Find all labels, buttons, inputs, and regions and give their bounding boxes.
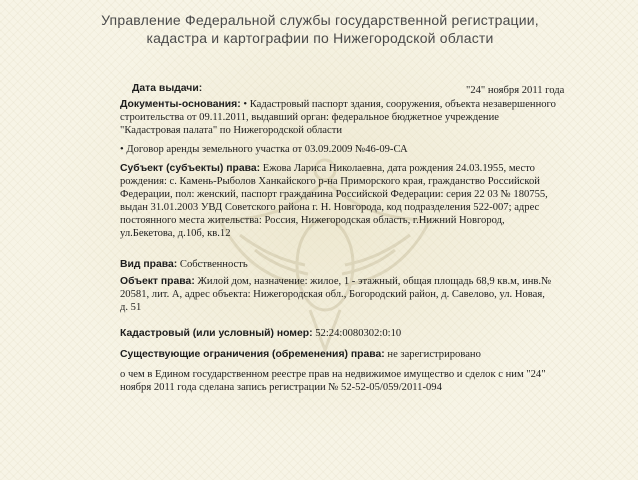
documents-text-1: • Кадастровый паспорт здания, сооружения, объекта незавершенного [240, 99, 556, 110]
issuing-authority-line-1: Управление Федеральной службы государственной регистрации, [101, 12, 539, 28]
subject-label: Субъект (субъекты) права: [120, 163, 261, 174]
registry-line-2: ноября 2011 года сделана запись регистрации № 52-52-05/059/2011-094 [120, 382, 442, 393]
right-type-value: Собственность [177, 259, 248, 270]
issuing-authority-line-2: кадастра и картографии по Нижегородской области [146, 30, 494, 46]
issue-date-value: "24" ноября 2011 года [466, 85, 565, 96]
right-type-line [120, 258, 248, 271]
restrictions-label: Существующие ограничения (обременения) права: [120, 349, 385, 360]
subject-line-5: постоянного места жительства: Россия, Нижегородская область, г.Нижний Новгород, [120, 215, 505, 226]
object-text-1: Жилой дом, назначение: жилое, 1 - этажный, общая площадь 68,9 кв.м, инв.№ [194, 276, 552, 287]
subject-line-4: выдан 31.01.2003 УВД Советского района г. Н. Новгорода, код подразделения 522-007; адрес [120, 202, 540, 213]
subject-line-6: ул.Бекетова, д.10б, кв.12 [120, 228, 231, 239]
restrictions-line [120, 348, 481, 361]
documents-line-4: • Договор аренды земельного участка от 03.09.2009 №46-09-СА [120, 144, 408, 155]
documents-label: Документы-основания: [120, 99, 241, 110]
object-line-2: 20581, лит. А, адрес объекта: Нижегородская обл., Богородский район, д. Савелово, ул. Новая, [120, 289, 545, 300]
object-line-3: д. 51 [120, 302, 142, 313]
cadastral-number-label: Кадастровый (или условный) номер: [120, 328, 313, 339]
documents-line-2: строительства от 09.11.2011, выдавший орган: федеральное бюджетное учреждение [120, 112, 499, 123]
object-label: Объект права: [120, 276, 195, 287]
subject-line-3: Федерации, пол: женский, паспорт гражданина Российской Федерации: серия 22 03 № 180755, [120, 189, 548, 200]
documents-line-3: "Кадастровая палата" по Нижегородской области [120, 125, 343, 136]
cadastral-number-value: 52:24:0080302:0:10 [312, 328, 402, 339]
subject-text-1: Ежова Лариса Николаевна, дата рождения 24.03.1955, место [260, 163, 535, 174]
cadastral-number-line [120, 327, 401, 340]
issue-date-label: Дата выдачи: [132, 83, 203, 94]
subject-line-2: рождения: с. Камень-Рыболов Ханкайского р-на Приморского края, гражданство Российской [120, 176, 540, 187]
object-line-1 [120, 275, 551, 288]
registry-line-1: о чем в Едином государственном реестре прав на недвижимое имущество и сделок с ним "24" [120, 369, 546, 380]
subject-line-1 [120, 162, 535, 175]
restrictions-value: не зарегистрировано [384, 349, 481, 360]
right-type-label: Вид права: [120, 259, 178, 270]
documents-line-1 [120, 98, 556, 111]
